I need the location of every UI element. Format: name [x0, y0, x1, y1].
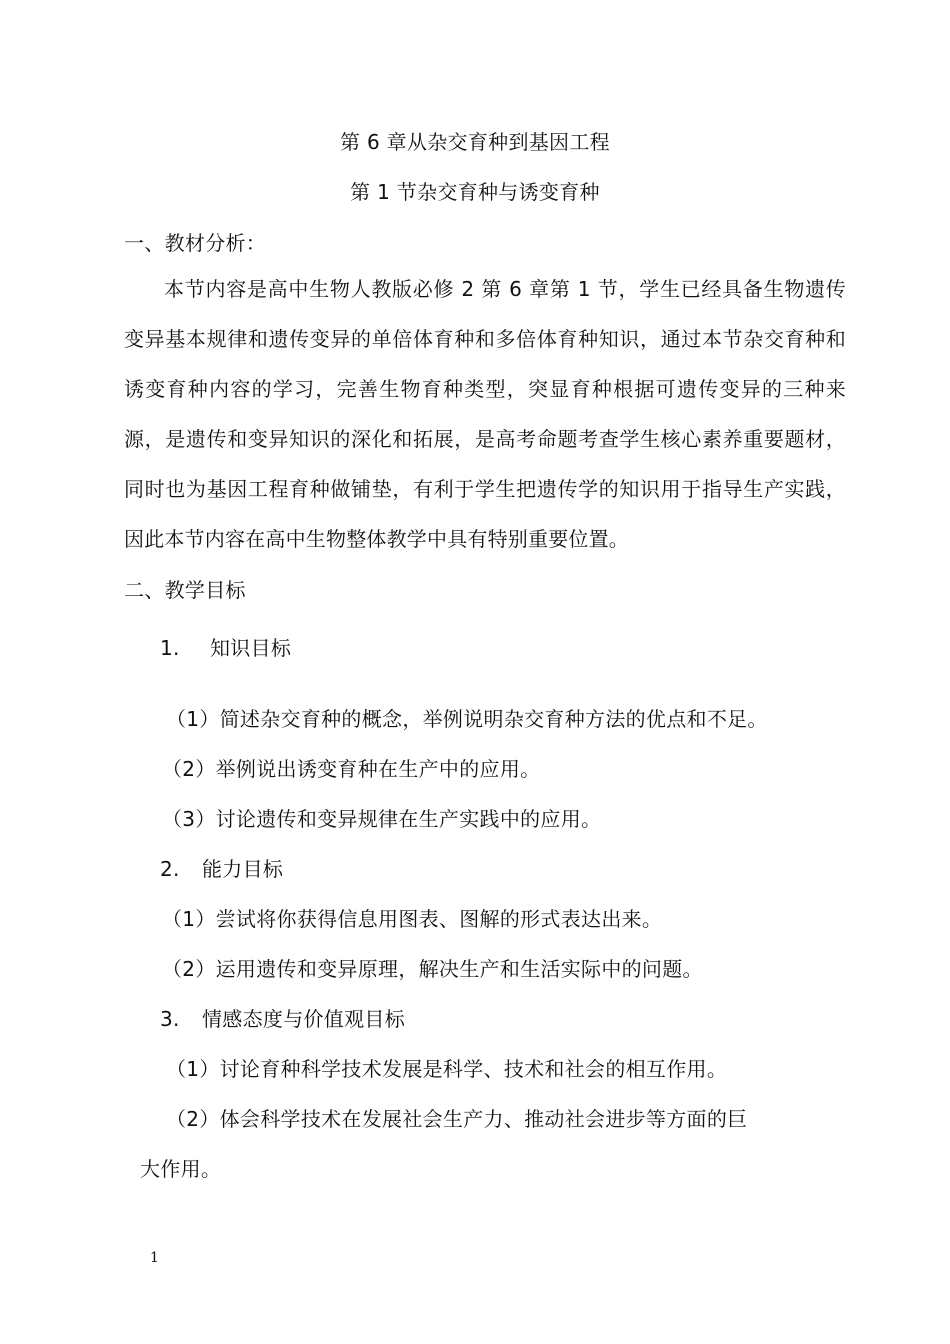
goal-ability-title: 能力目标: [202, 857, 284, 881]
goal-ability-item-1: （1）尝试将你获得信息用图表、图解的形式表达出来。: [162, 907, 663, 931]
analysis-paragraph: 本节内容是高中生物人教版必修 2 第 6 章第 1 节，学生已经具备生物遗传变异基本规律和遗传变异的单倍体育种和多倍体育种知识，通过本节杂交育种和诱变育种内容的学习，完善生物育种类型，突显育种根据可遗传变异的三种来源，是遗传和变异知识的深化和拓展，是高考命题考查学生核心素养重要题材，同时也为基因工程育种做铺垫，有利于学生把遗传学的知识用于指导生产实践，因此本节内容在高中生物整体教学中具有特别重要位置。: [124, 277, 846, 551]
page-number: 1: [150, 1250, 160, 1266]
chapter-title: 第 6 章从杂交育种到基因工程: [340, 130, 610, 154]
section-title: 第 1 节杂交育种与诱变育种: [350, 180, 600, 204]
goal-ability-heading: [160, 855, 283, 883]
goal-ability-number: 2.: [160, 857, 180, 881]
goal-attitude-heading: [160, 1005, 405, 1033]
goal-attitude-item-2: （2）体会科学技术在发展社会生产力、推动社会进步等方面的巨: [166, 1107, 748, 1131]
goal-knowledge-item-3: （3）讨论遗传和变异规律在生产实践中的应用。: [162, 807, 602, 831]
goal-knowledge-heading: [160, 634, 291, 662]
goal-knowledge-number: 1.: [160, 636, 180, 660]
goal-knowledge-item-2: （2）举例说出诱变育种在生产中的应用。: [162, 757, 541, 781]
goal-ability-item-2: （2）运用遗传和变异原理，解决生产和生活实际中的问题。: [162, 957, 703, 981]
goal-attitude-title: 情感态度与价值观目标: [202, 1007, 405, 1031]
goal-knowledge-title: 知识目标: [210, 636, 292, 660]
heading-teaching-goals: 二、教学目标: [124, 578, 246, 602]
goal-attitude-item-2-continued: 大作用。: [140, 1157, 222, 1181]
goal-attitude-number: 3.: [160, 1007, 180, 1031]
goal-attitude-item-1: （1）讨论育种科学技术发展是科学、技术和社会的相互作用。: [166, 1057, 728, 1081]
goal-knowledge-item-1: （1）简述杂交育种的概念，举例说明杂交育种方法的优点和不足。: [166, 707, 768, 731]
heading-textbook-analysis: 一、教材分析：: [124, 231, 267, 255]
